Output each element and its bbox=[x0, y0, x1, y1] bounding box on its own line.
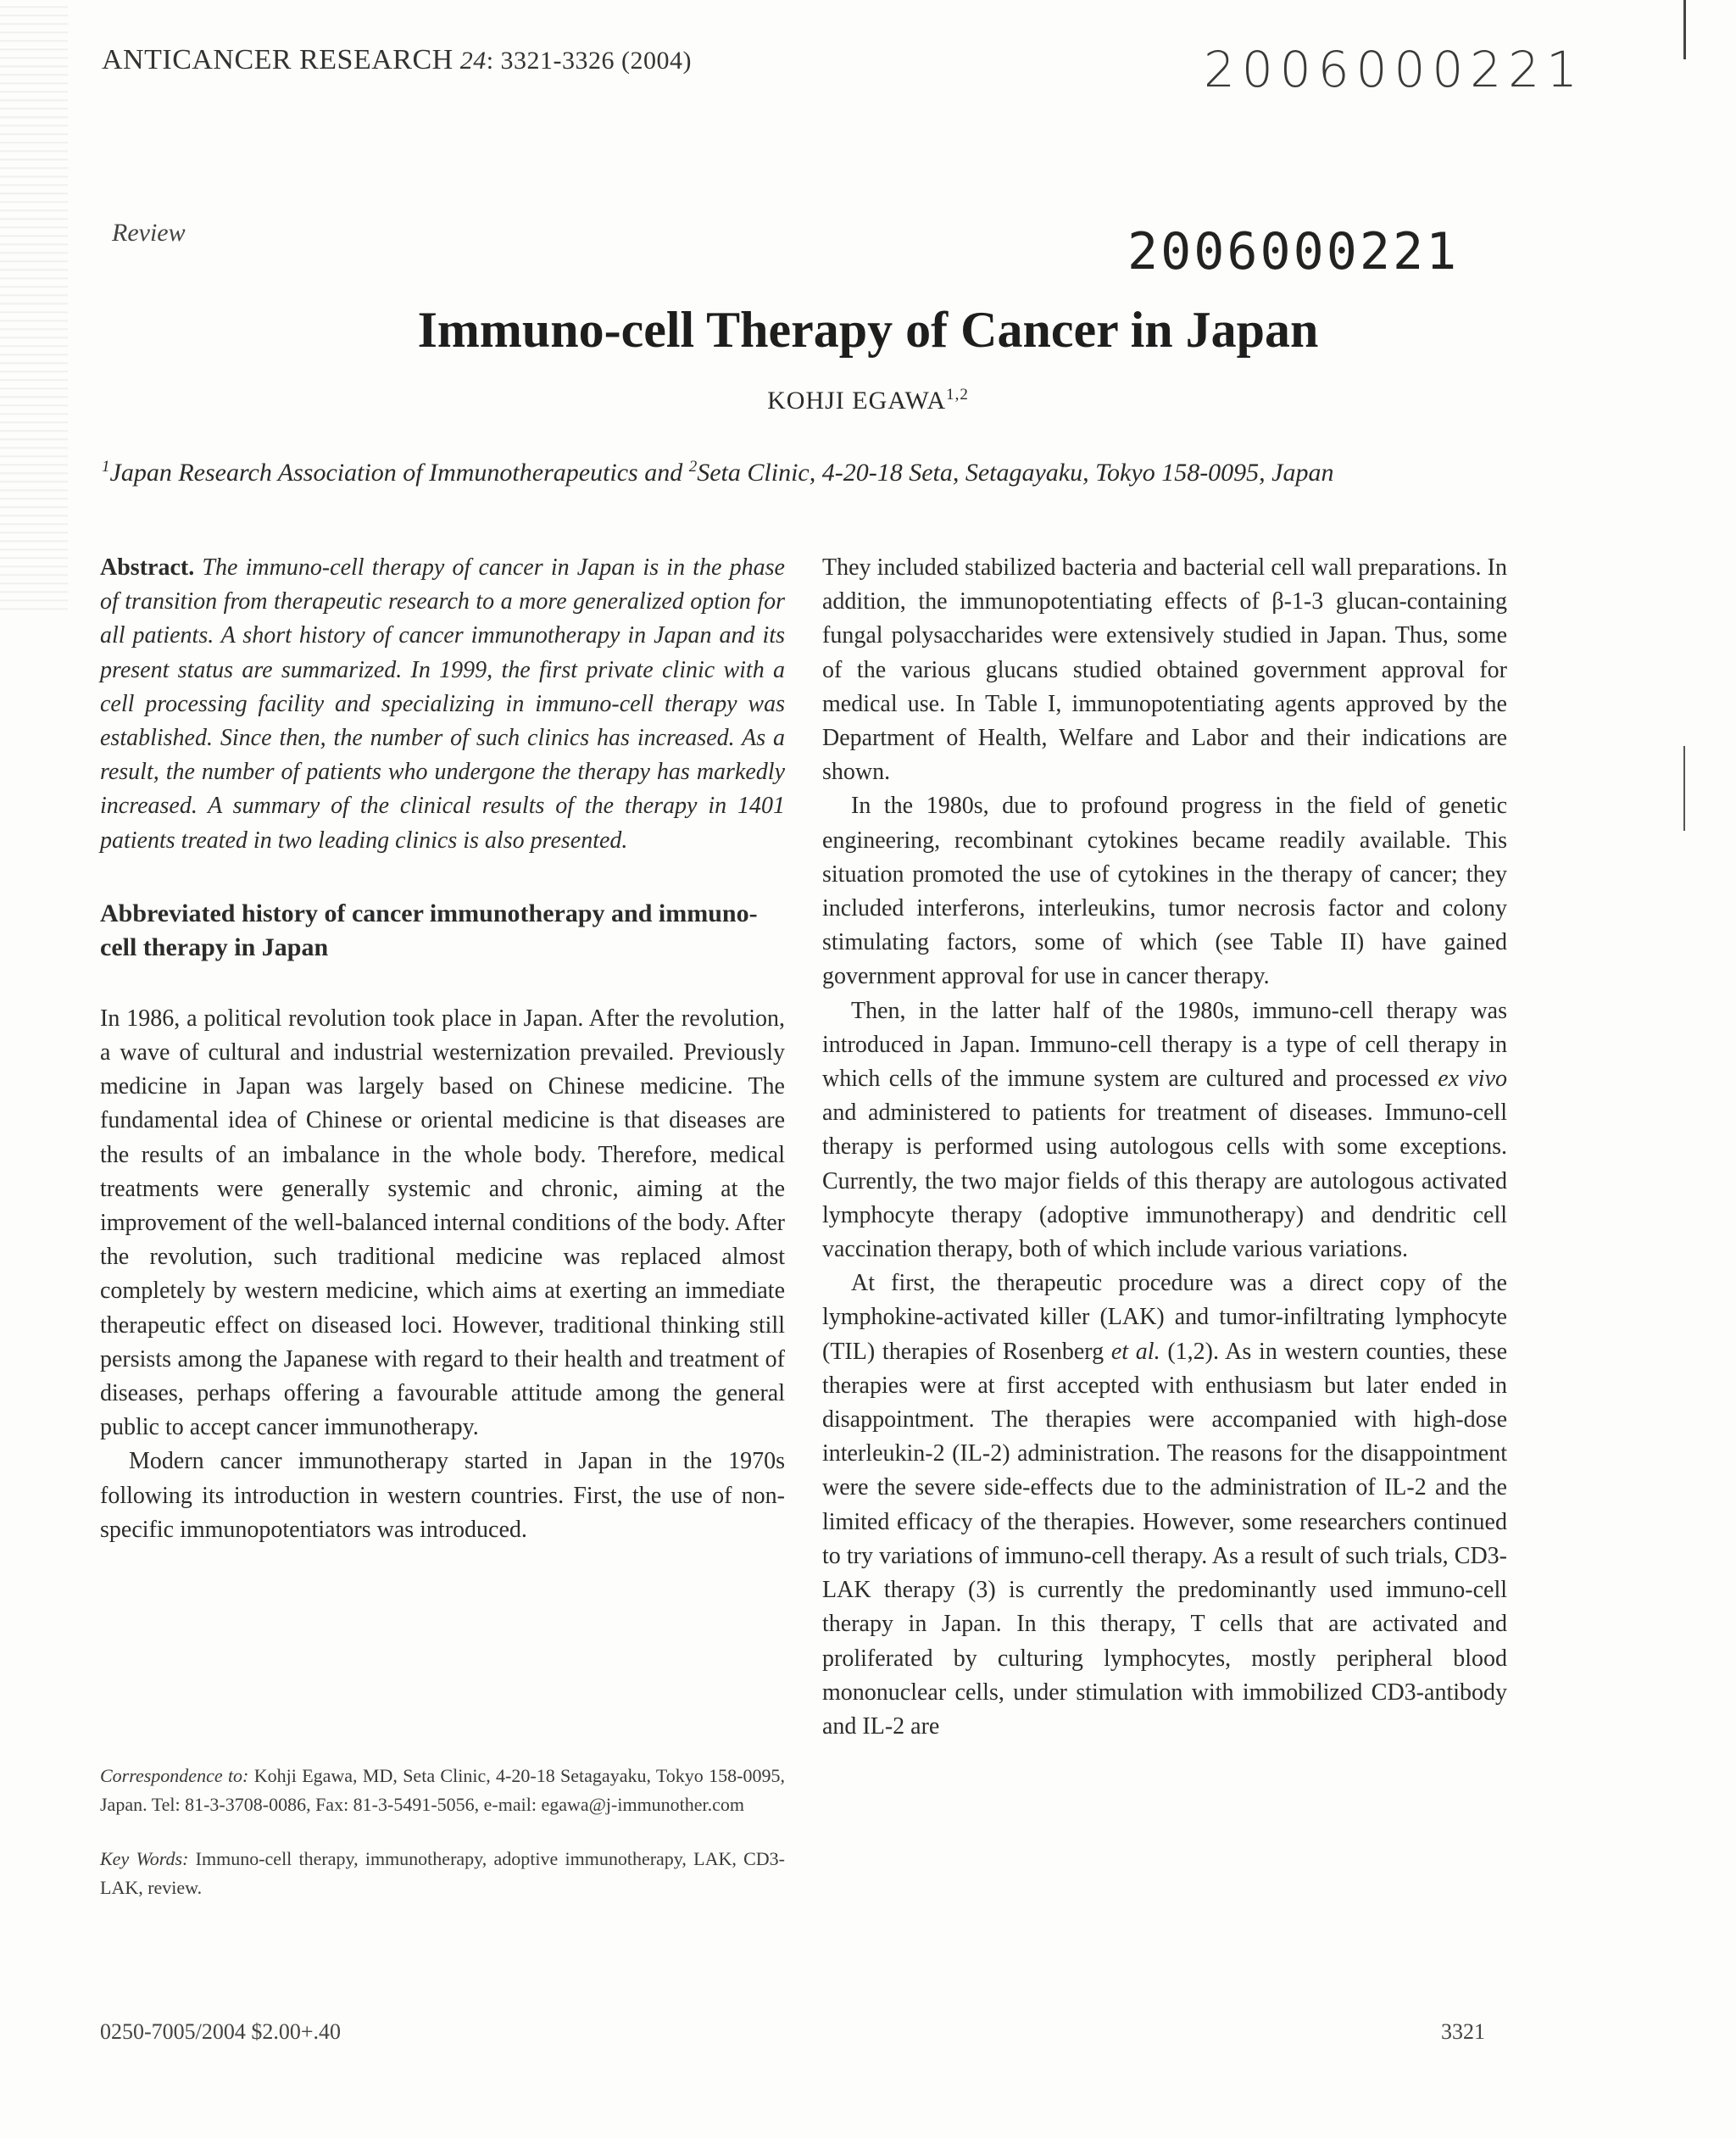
affil-mark-1: 1 bbox=[102, 458, 110, 476]
handwritten-document-id: 2006000221 bbox=[1204, 41, 1585, 98]
journal-pages-year: : 3321-3326 (2004) bbox=[486, 47, 693, 75]
correspondence-label: Correspondence to: bbox=[100, 1765, 249, 1786]
scan-edge-mark bbox=[1683, 746, 1685, 831]
italic-term: et al. bbox=[1110, 1338, 1160, 1365]
issn-price: 0250-7005/2004 $2.00+.40 bbox=[100, 2019, 342, 2044]
author-line bbox=[0, 386, 1736, 415]
body-paragraph bbox=[822, 994, 1507, 1267]
text-run: (1,2). As in western counties, these therapies were at first accepted with enthusiasm but later ended in disappointment. The therapies were accompanied with high-dose interleukin-2 (IL-2) administration. The reasons for the disappointment were the severe side-effects due to the administration of IL-2 and the limited efficacy of the therapies. However, some researchers continued to try variations of immuno-cell therapy. As a result of such trials, CD3-LAK therapy (3) is currently the predominantly used immuno-cell therapy in Japan. In this therapy, T cells that are activated and proliferated by culturing lymphocytes, mostly peripheral blood mononuclear cells, under stimulation with immobilized CD3-antibody and IL-2 are bbox=[822, 1338, 1508, 1740]
affiliation-2: Seta Clinic, 4-20-18 Seta, Setagayaku, Tokyo 158-0095, Japan bbox=[697, 459, 1334, 487]
author-affil-marks: 1,2 bbox=[946, 386, 969, 404]
keywords-text: Immuno-cell therapy, immunotherapy, adoptive immunotherapy, LAK, CD3-LAK, review. bbox=[100, 1848, 785, 1898]
keywords-note bbox=[100, 1845, 785, 1902]
keywords-label: Key Words: bbox=[100, 1848, 189, 1869]
correspondence-note bbox=[100, 1762, 785, 1819]
correspondence-text: Kohji Egawa, MD, Seta Clinic, 4-20-18 Setagayaku, Tokyo 158-0095, Japan. Tel: 81-3-3708-0086, Fax: 81-3-5491-5056, e-mail: egawa@j-immunother.com bbox=[100, 1765, 785, 1815]
journal-volume: 24 bbox=[459, 47, 487, 75]
affil-mark-2: 2 bbox=[688, 458, 698, 476]
scan-edge-mark bbox=[1683, 0, 1686, 59]
body-paragraph: Modern cancer immunotherapy started in Japan in the 1970s following its introduction in western countries. First, the use of non-specific immunopotentiators was introduced. bbox=[100, 1448, 785, 1543]
section-heading: Abbreviated history of cancer immunotherapy and immuno-cell therapy in Japan bbox=[100, 899, 758, 961]
page-number: 3321 bbox=[1441, 2019, 1485, 2044]
abstract bbox=[100, 551, 785, 858]
affiliations bbox=[102, 458, 1509, 487]
text-run: At first, the therapeutic procedure was a direct copy of the lymphokine-activated killer (LAK) and tumor-infiltrating lymphocyte (TIL) therapies of Rosenberg bbox=[822, 1270, 1507, 1365]
text-run: Then, in the latter half of the 1980s, immuno-cell therapy was introduced in Japan. Immuno-cell therapy is a type of cell therapy in which cells of the immune system are cultured and processed bbox=[822, 997, 1507, 1093]
author-name: KOHJI EGAWA bbox=[767, 387, 947, 415]
section-label: Review bbox=[112, 219, 186, 247]
body-paragraph: They included stabilized bacteria and bacterial cell wall preparations. In addition, the immunopotentiating effects of β-1-3 glucan-containing fungal polysaccharides were extensively studied in Japan. Thus, some of the various glucans studied obtained government approval for medical use. In Table I, immunopotentiating agents approved by the Department of Health, Welfare and Labor and their indications are shown. bbox=[822, 554, 1507, 786]
italic-term: ex vivo bbox=[1438, 1066, 1507, 1093]
left-column bbox=[100, 551, 785, 1547]
body-paragraph: In 1986, a political revolution took place in Japan. After the revolution, a wave of cultural and industrial westernization prevailed. Previously medicine in Japan was largely based on Chinese medicine. The fundamental idea of Chinese or oriental medicine is that diseases are the results of an imbalance in the whole body. Therefore, medical treatments were generally systemic and chronic, aiming at the improvement of the well-balanced internal conditions of the body. After the revolution, such traditional medicine was replaced almost completely by western medicine, which aims at exerting an immediate therapeutic effect on diseased loci. However, traditional thinking still persists among the Japanese with regard to their health and treatment of diseases, perhaps offering a favourable attitude among the general public to accept cancer immunotherapy. bbox=[100, 1005, 785, 1441]
journal-name: ANTICANCER RESEARCH bbox=[102, 44, 453, 75]
footnotes bbox=[100, 1762, 785, 1928]
stamped-document-id: 2006000221 bbox=[1127, 222, 1460, 281]
right-column bbox=[822, 551, 1507, 1744]
abstract-text: The immuno-cell therapy of cancer in Japan is in the phase of transition from therapeutic research to a more generalized option for all patients. A short history of cancer immunotherapy in Japan and its present status are summarized. In 1999, the first private clinic with a cell processing facility and specializing in immuno-cell therapy was established. Since then, the number of such clinics has increased. As a result, the number of patients who undergone the therapy has markedly increased. A summary of the clinical results of the therapy in 1401 patients treated in two leading clinics is also presented. bbox=[100, 554, 785, 854]
body-paragraph bbox=[822, 1267, 1507, 1744]
text-run: and administered to patients for treatment of diseases. Immuno-cell therapy is performed using autologous cells with some exceptions. Currently, the two major fields of this therapy are autologous activated lymphocyte therapy (adoptive immunotherapy) and dendritic cell vaccination therapy, both of which include various variations. bbox=[822, 1100, 1507, 1263]
abstract-label: Abstract. bbox=[100, 554, 195, 581]
affiliation-1: Japan Research Association of Immunotherapeutics and bbox=[109, 459, 689, 487]
body-paragraph: In the 1980s, due to profound progress in the field of genetic engineering, recombinant cytokines became readily available. This situation promoted the use of cytokines in the therapy of cancer; they included interferons, interleukins, tumor necrosis factor and colony stimulating factors, some of which (see Table II) have gained government approval for use in cancer therapy. bbox=[822, 793, 1507, 990]
journal-citation bbox=[102, 44, 692, 76]
article-title: Immuno-cell Therapy of Cancer in Japan bbox=[417, 302, 1319, 358]
